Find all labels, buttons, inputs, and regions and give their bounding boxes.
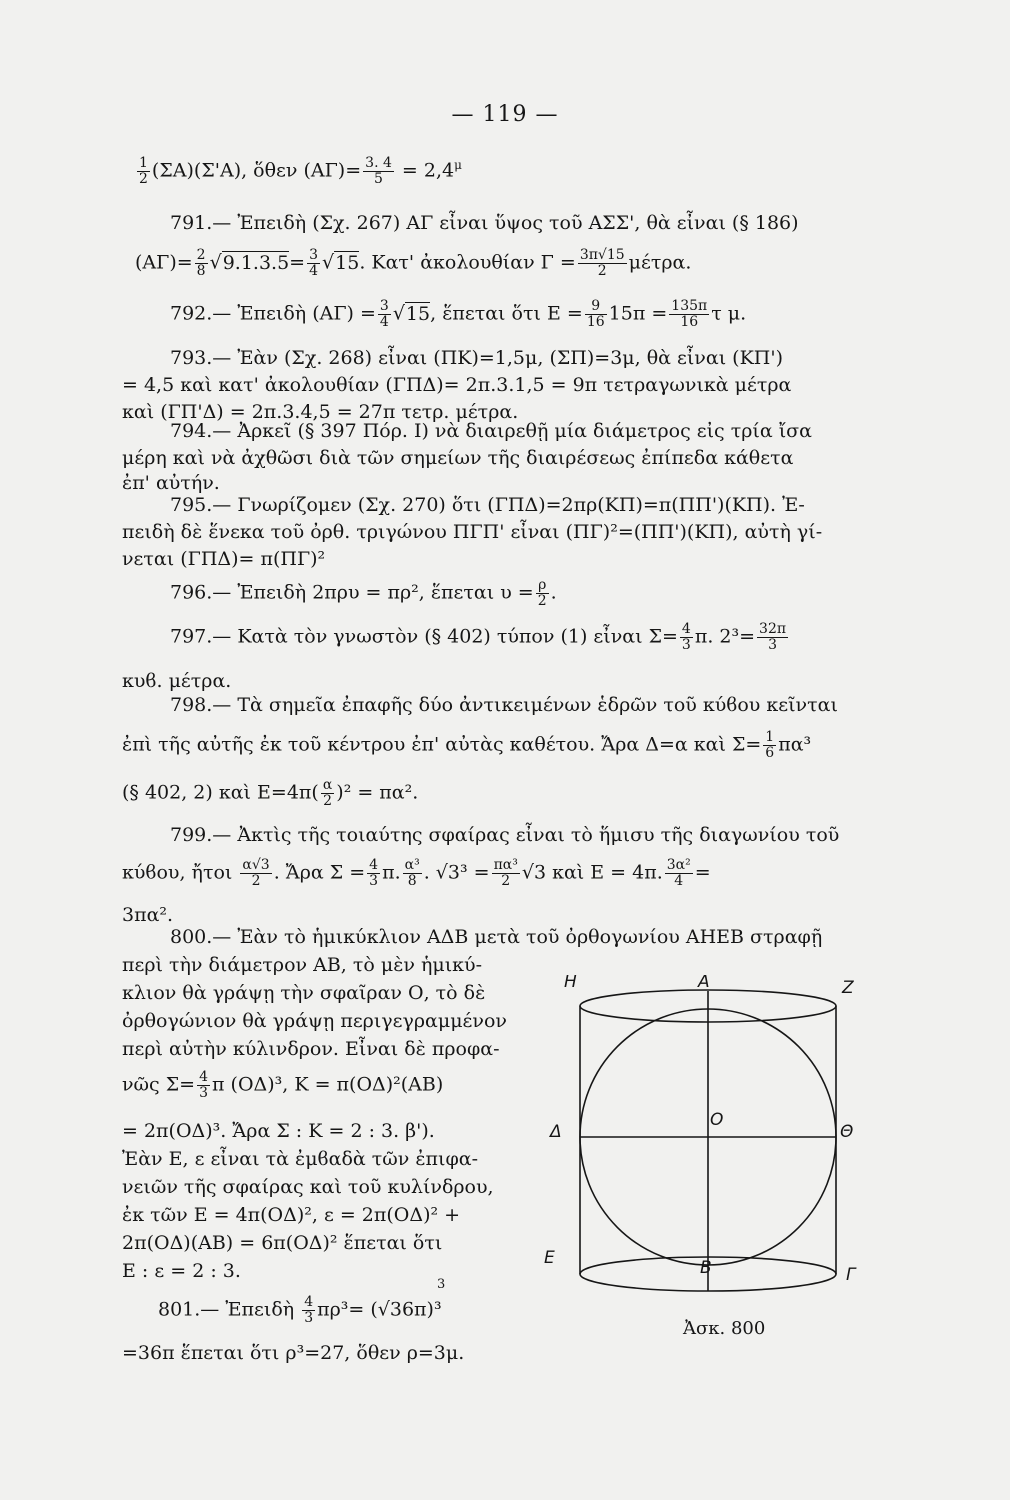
text-line: μέρη καὶ νὰ ἀχθῶσι διὰ τῶν σημείων τῆς διαιρέσεως ἐπίπεδα κάθετα bbox=[122, 447, 794, 469]
text-line: 798.— Τὰ σημεῖα ἐπαφῆς δύο ἀντικειμένων ἑδρῶν τοῦ κύϐου κεῖνται bbox=[170, 694, 838, 716]
fraction: $\frac{3}{4}$ bbox=[309, 247, 319, 279]
text-line: 793.— Ἐὰν (Σχ. 268) εἶναι (ΠΚ)=1,5μ, (ΣΠ)=3μ, θὰ εἶναι (ΚΠ') bbox=[170, 347, 783, 369]
fraction: $\frac{4}{3}$ bbox=[304, 1294, 314, 1326]
text-line: 791.— Ἐπειδὴ (Σχ. 267) ΑΓ εἶναι ὕψος τοῦ ΑΣΣ', θὰ εἶναι (§ 186) bbox=[170, 212, 799, 234]
figure-svg bbox=[540, 975, 870, 1375]
text-line: περὶ τὴν διάμετρον ΑΒ, τὸ μὲν ἡμικύ- bbox=[122, 954, 483, 976]
fraction: $\frac{4}{3}$ bbox=[681, 621, 691, 653]
text-line: 2π(ΟΔ)(ΑΒ) = 6π(ΟΔ)² ἕπεται ὅτι bbox=[122, 1232, 443, 1254]
text-line: καὶ (ΓΠ'Δ) = 2π.3.4,5 = 27π τετρ. μέτρα. bbox=[122, 401, 519, 423]
text-line: $\frac{1}{2}$ (ΣΑ)(Σ'Α), ὅθεν (ΑΓ)= $\frac{3. 4}{5}$ = $2,4^\mu$ bbox=[139, 154, 462, 187]
text-line: 796.— Ἐπειδὴ 2πρυ = πρ², ἕπεται υ = $\frac{\rho}{2}$ . bbox=[170, 577, 557, 609]
text-line: 799.— Ἀκτὶς τῆς τοιαύτης σφαίρας εἶναι τὸ ἥμισυ τῆς διαγωνίου τοῦ bbox=[170, 824, 840, 846]
sphere-cylinder-figure bbox=[540, 975, 870, 1375]
fraction: $\frac{3. 4}{5}$ bbox=[365, 154, 392, 187]
figure-caption: Ἀσκ. 800 bbox=[683, 1318, 766, 1339]
fraction: $\frac{135\pi}{16}$ bbox=[671, 298, 708, 330]
text-line: νειῶν τῆς σφαίρας καὶ τοῦ κυλίνδρου, bbox=[122, 1176, 494, 1198]
fraction: $\frac{32\pi}{3}$ bbox=[759, 621, 787, 653]
label-B: B bbox=[700, 1258, 712, 1278]
text-line: ὀρθογώνιον θὰ γράψῃ περιγεγραμμένον bbox=[122, 1010, 507, 1032]
fraction: $\frac{2}{8}$ bbox=[196, 247, 206, 279]
label-Delta: Δ bbox=[550, 1122, 562, 1142]
fraction: $\frac{\text{πα³}}{2}$ bbox=[493, 857, 518, 889]
text-line: (ΑΓ)= $\frac{2}{8}$ √9.1.3.5= $\frac{3}{4}$ √15. Κατ' ἀκολουθίαν Γ = $\frac{3\pi√15}{2}$ μέτρα. bbox=[135, 247, 692, 279]
text-line: Ε : ε = 2 : 3. bbox=[122, 1260, 241, 1282]
fraction: $\frac{\text{α³}}{8}$ bbox=[404, 857, 420, 889]
fraction: $\frac{\alpha}{2}$ bbox=[322, 777, 333, 809]
fraction: $\frac{1}{6}$ bbox=[765, 729, 775, 761]
fraction: $\frac{\text{3α²}}{4}$ bbox=[666, 857, 691, 889]
text-line: =36π ἕπεται ὅτι ρ³=27, ὅθεν ρ=3μ. bbox=[122, 1342, 465, 1364]
fraction: $\frac{\rho}{2}$ bbox=[537, 577, 547, 609]
fraction: $\frac{\alpha√3}{2}$ bbox=[242, 857, 270, 889]
text-line: 795.— Γνωρίζομεν (Σχ. 270) ὅτι (ΓΠΔ)=2πρ(ΚΠ)=π(ΠΠ')(ΚΠ). Ἐ- bbox=[170, 494, 805, 516]
text-line: 792.— Ἐπειδὴ (ΑΓ) = $\frac{3}{4}$ √15, ἕπεται ὅτι Ε = $\frac{9}{16}$ 15π = $\frac{135\pi}{16}$ τ μ. bbox=[170, 298, 747, 330]
text-line: κυϐ. μέτρα. bbox=[122, 670, 232, 692]
text-line: 800.— Ἐὰν τὸ ἡμικύκλιον ΑΔΒ μετὰ τοῦ ὀρθογωνίου ΑΗΕΒ στραφῇ bbox=[170, 926, 823, 948]
text-line: (§ 402, 2) καὶ Ε=4π( $\frac{\alpha}{2}$ )² = πα². bbox=[122, 777, 419, 809]
text-line: ἐπ' αὐτήν. bbox=[122, 472, 220, 494]
text-line: περὶ αὐτὴν κύλινδρον. Εἶναι δὲ προφα- bbox=[122, 1038, 500, 1060]
label-Gamma: Γ bbox=[846, 1265, 856, 1285]
cube-root-index: 3 bbox=[437, 1277, 446, 1292]
label-A: A bbox=[698, 975, 710, 992]
label-H: H bbox=[564, 975, 577, 992]
fraction: $\frac{3}{4}$ bbox=[379, 298, 389, 330]
text-line: Ἐὰν Ε, ε εἶναι τὰ ἐμϐαδὰ τῶν ἐπιφα- bbox=[122, 1148, 479, 1170]
text-line: 3πα². bbox=[122, 904, 174, 926]
label-E: E bbox=[544, 1248, 555, 1268]
text-line: κλιον θὰ γράψῃ τὴν σφαῖραν Ο, τὸ δὲ bbox=[122, 982, 486, 1004]
text-line: νῶς Σ= $\frac{4}{3}$ π (ΟΔ)³, Κ = π(ΟΔ)²(ΑΒ) bbox=[122, 1069, 444, 1101]
fraction: $\frac{4}{3}$ bbox=[369, 857, 379, 889]
text-line: ἐπὶ τῆς αὐτῆς ἐκ τοῦ κέντρου ἐπ' αὐτὰς καθέτου. Ἄρα Δ=α καὶ Σ= $\frac{1}{6}$ πα³ bbox=[122, 729, 812, 761]
text-line: ἐκ τῶν Ε = 4π(ΟΔ)², ε = 2π(ΟΔ)² + bbox=[122, 1204, 461, 1226]
text-line: = 2π(ΟΔ)³. Ἄρα Σ : Κ = 2 : 3. β'). bbox=[122, 1120, 435, 1142]
fraction: $\frac{9}{16}$ bbox=[586, 298, 605, 330]
label-Z: Z bbox=[842, 978, 854, 998]
text-line: 801.— Ἐπειδὴ $\frac{4}{3}$ πρ³= (√36π)³ bbox=[158, 1294, 442, 1326]
text-line: πειδὴ δὲ ἕνεκα τοῦ ὀρθ. τριγώνου ΠΓΠ' εἶναι (ΠΓ)²=(ΠΠ')(ΚΠ), αὐτὴ γί- bbox=[122, 521, 823, 543]
text-line: = 4,5 καὶ κατ' ἀκολουθίαν (ΓΠΔ)= 2π.3.1,5 = 9π τετραγωνικὰ μέτρα bbox=[122, 374, 792, 396]
label-O: O bbox=[710, 1110, 724, 1130]
text-line: 794.— Ἀρκεῖ (§ 397 Πόρ. Ι) νὰ διαιρεθῇ μία διάμετρος εἰς τρία ἴσα bbox=[170, 420, 812, 442]
text-line: νεται (ΓΠΔ)= π(ΠΓ)² bbox=[122, 548, 326, 570]
text-line: 797.— Κατὰ τὸν γνωστὸν (§ 402) τύπον (1) εἶναι Σ= $\frac{4}{3}$ π. 2³= $\frac{32\pi}{3}$ bbox=[170, 621, 787, 653]
fraction: $\frac{4}{3}$ bbox=[199, 1069, 208, 1101]
label-Theta: Θ bbox=[840, 1122, 854, 1142]
page-number: — 119 — bbox=[451, 102, 559, 127]
fraction: $\frac{3\pi√15}{2}$ bbox=[579, 247, 625, 279]
fraction: $\frac{1}{2}$ bbox=[139, 154, 148, 187]
text-line: κύϐου, ἤτοι $\frac{\alpha√3}{2}$ . Ἄρα Σ = $\frac{4}{3}$ π. $\frac{\text{α³}}{8}$ . √3³ = $\frac{\text{πα³}}{2}$ √3 καὶ Ε = 4π. $\frac{\text{3α²}}{4}$ = bbox=[122, 857, 711, 889]
